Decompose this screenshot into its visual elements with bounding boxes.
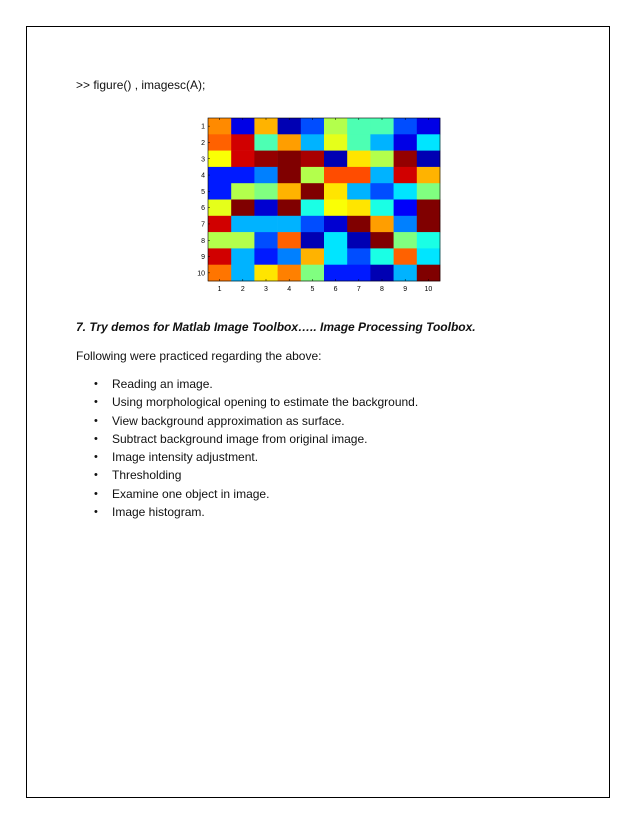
heatmap-cell: [324, 167, 348, 184]
matlab-command: >> figure() , imagesc(A);: [76, 78, 206, 92]
heatmap-cell: [278, 200, 302, 217]
heatmap-cell: [324, 265, 348, 282]
heatmap-cell: [278, 151, 302, 168]
heatmap-cell: [254, 216, 278, 233]
heatmap-cell: [394, 200, 418, 217]
heatmap-cell: [347, 232, 371, 249]
heatmap-cell: [301, 200, 325, 217]
heatmap-cell: [394, 167, 418, 184]
heatmap-cell: [278, 265, 302, 282]
heatmap-cell: [394, 134, 418, 151]
heatmap-cell: [370, 248, 394, 265]
heatmap-cell: [231, 248, 255, 265]
heatmap-cell: [278, 167, 302, 184]
heatmap-cell: [278, 248, 302, 265]
heatmap-cell: [301, 183, 325, 200]
heatmap-cell: [278, 118, 302, 135]
heatmap-cell: [254, 200, 278, 217]
heatmap-cell: [231, 151, 255, 168]
heatmap-cell: [208, 167, 232, 184]
heatmap-cell: [347, 134, 371, 151]
y-tick-label: 10: [197, 270, 205, 278]
list-item: [94, 485, 418, 503]
y-tick-label: 3: [201, 156, 205, 164]
y-tick-label: 9: [201, 254, 205, 262]
heatmap-cell: [231, 200, 255, 217]
heatmap-cell: [301, 265, 325, 282]
heatmap-cell: [394, 183, 418, 200]
heatmap-cell: [324, 134, 348, 151]
heatmap-cell: [417, 216, 441, 233]
bullet-icon: •: [94, 396, 98, 409]
heatmap-cell: [417, 167, 441, 184]
heatmap-cell: [231, 167, 255, 184]
heatmap-cell: [347, 151, 371, 168]
y-tick-label: 6: [201, 205, 205, 213]
list-item: [94, 393, 418, 411]
list-item-text: Subtract background image from original image.: [112, 431, 368, 446]
heatmap-cell: [278, 183, 302, 200]
heatmap-cell: [347, 265, 371, 282]
list-item-text: Using morphological opening to estimate the background.: [112, 395, 419, 410]
heatmap-cell: [417, 134, 441, 151]
bullet-icon: •: [94, 432, 98, 445]
heatmap-cell: [347, 183, 371, 200]
heatmap-cell: [370, 216, 394, 233]
heatmap-chart: [194, 116, 448, 298]
heatmap-cell: [231, 232, 255, 249]
list-item: [94, 466, 418, 484]
heatmap-cell: [394, 216, 418, 233]
heatmap-cell: [417, 265, 441, 282]
heatmap-cell: [254, 248, 278, 265]
bullet-icon: •: [94, 378, 98, 390]
bullet-icon: •: [94, 414, 98, 427]
heatmap-cell: [324, 232, 348, 249]
heatmap-cell: [231, 134, 255, 151]
heatmap-cell: [394, 248, 418, 265]
heatmap-cell: [208, 200, 232, 217]
heatmap-cell: [301, 134, 325, 151]
heatmap-cell: [254, 183, 278, 200]
x-tick-label: 5: [310, 286, 315, 293]
heatmap-cell: [231, 118, 255, 135]
list-item: [94, 375, 418, 393]
bullet-icon: •: [94, 451, 98, 464]
heatmap-cell: [254, 167, 278, 184]
heatmap-cell: [278, 232, 302, 249]
imagesc-figure: [194, 116, 448, 298]
y-tick-label: 5: [201, 188, 205, 196]
x-tick-label: 6: [333, 286, 338, 293]
list-item: [94, 503, 418, 521]
x-tick-label: 10: [424, 286, 433, 293]
heatmap-cell: [417, 151, 441, 168]
bullet-icon: •: [94, 487, 98, 500]
y-tick-label: 2: [201, 139, 205, 147]
y-tick-label: 1: [201, 123, 205, 131]
x-tick-label: 4: [287, 286, 292, 293]
heatmap-cell: [417, 248, 441, 265]
heatmap-cell: [324, 183, 348, 200]
list-item: [94, 430, 418, 448]
list-item-text: Thresholding: [112, 468, 182, 483]
y-tick-label: 8: [201, 237, 205, 245]
heatmap-cell: [347, 200, 371, 217]
heatmap-cell: [370, 134, 394, 151]
x-tick-label: 2: [240, 286, 245, 293]
list-item-text: Image histogram.: [112, 505, 205, 520]
heatmap-cell: [370, 167, 394, 184]
heatmap-cell: [231, 216, 255, 233]
heatmap-cell: [231, 183, 255, 200]
heatmap-cell: [301, 232, 325, 249]
heatmap-cell: [324, 151, 348, 168]
heatmap-cell: [301, 118, 325, 135]
heatmap-cell: [278, 134, 302, 151]
heatmap-cell: [208, 183, 232, 200]
list-item: [94, 448, 418, 466]
heatmap-cell: [208, 232, 232, 249]
heatmap-cell: [208, 216, 232, 233]
intro-text: Following were practiced regarding the above:: [76, 349, 322, 363]
heatmap-cell: [301, 151, 325, 168]
heatmap-cell: [324, 118, 348, 135]
y-tick-label: 4: [201, 172, 205, 180]
heatmap-cell: [324, 216, 348, 233]
heatmap-cell: [208, 265, 232, 282]
list-item-text: Reading an image.: [112, 377, 213, 391]
bullet-icon: •: [94, 506, 98, 519]
y-tick-label: 7: [201, 221, 205, 229]
x-tick-label: 1: [217, 286, 222, 293]
heatmap-cell: [394, 118, 418, 135]
heatmap-cell: [347, 248, 371, 265]
x-tick-label: 8: [380, 286, 384, 293]
heatmap-cell: [324, 248, 348, 265]
heatmap-cell: [301, 167, 325, 184]
heatmap-cell: [324, 200, 348, 217]
heatmap-cell: [208, 134, 232, 151]
heatmap-cell: [231, 265, 255, 282]
practice-list: [94, 375, 418, 521]
heatmap-cell: [394, 151, 418, 168]
heatmap-cell: [301, 216, 325, 233]
heatmap-cell: [301, 248, 325, 265]
heatmap-cell: [208, 151, 232, 168]
heatmap-cell: [394, 232, 418, 249]
heatmap-cell: [370, 151, 394, 168]
list-item: [94, 412, 418, 430]
list-item-text: Image intensity adjustment.: [112, 450, 259, 465]
heatmap-cell: [254, 265, 278, 282]
heatmap-cell: [208, 248, 232, 265]
heatmap-cell: [208, 118, 232, 135]
heatmap-cell: [347, 118, 371, 135]
heatmap-cell: [417, 232, 441, 249]
heatmap-cell: [394, 265, 418, 282]
heatmap-cell: [417, 200, 441, 217]
x-tick-label: 7: [356, 286, 361, 293]
heatmap-cell: [370, 265, 394, 282]
heatmap-cell: [417, 183, 441, 200]
heatmap-cell: [278, 216, 302, 233]
heatmap-cell: [370, 118, 394, 135]
heatmap-cell: [347, 216, 371, 233]
heatmap-cell: [254, 232, 278, 249]
heatmap-cell: [254, 134, 278, 151]
heatmap-cell: [347, 167, 371, 184]
x-tick-label: 9: [403, 286, 408, 293]
list-item-text: View background approximation as surface.: [112, 413, 345, 428]
heatmap-cell: [254, 151, 278, 168]
heatmap-cell: [254, 118, 278, 135]
section-heading: 7. Try demos for Matlab Image Toolbox….. Image Processing Toolbox.: [76, 320, 476, 334]
list-item-text: Examine one object in image.: [112, 486, 270, 501]
heatmap-cell: [417, 118, 441, 135]
x-tick-label: 3: [264, 286, 268, 293]
heatmap-cell: [370, 200, 394, 217]
heatmap-cell: [370, 232, 394, 249]
heatmap-cell: [370, 183, 394, 200]
bullet-icon: •: [94, 469, 98, 482]
